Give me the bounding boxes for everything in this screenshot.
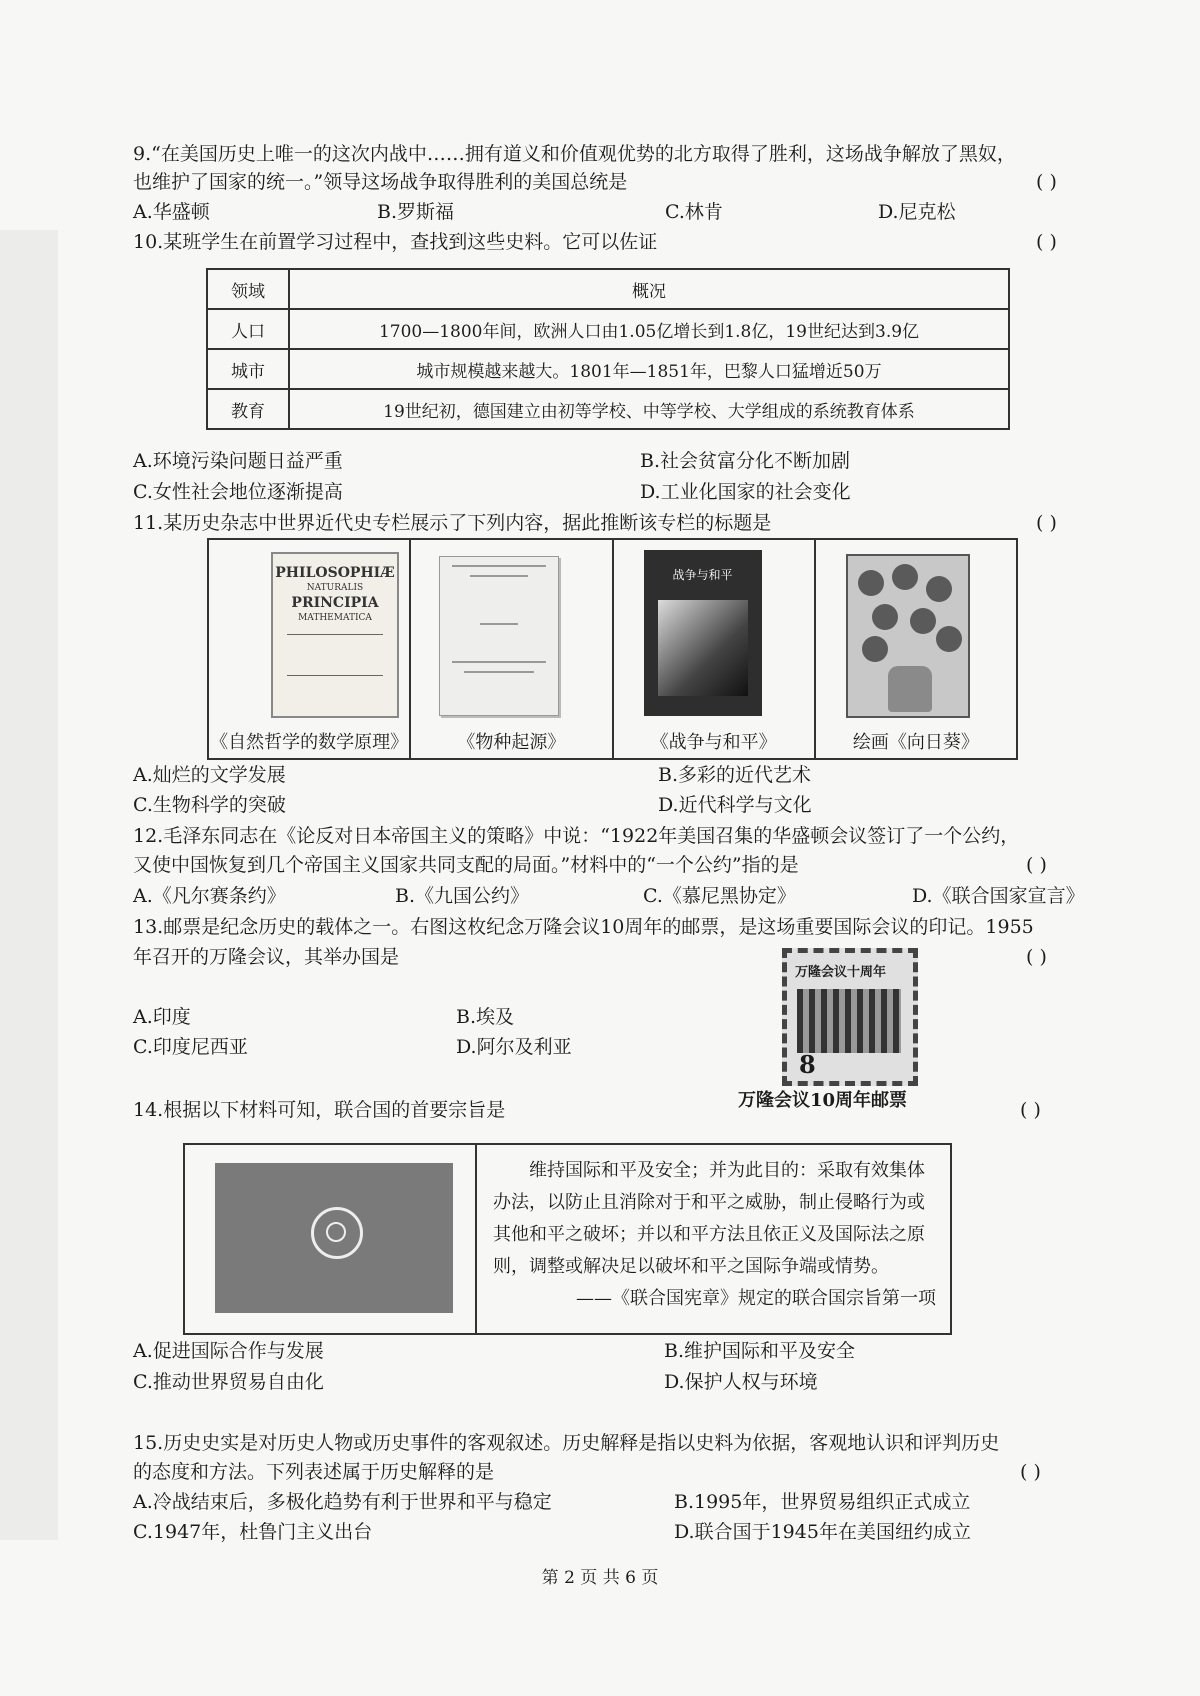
q12-option-d[interactable]: D.《联合国家宣言》 (912, 885, 1085, 907)
page-footer: 第 2 页 共 6 页 (541, 1568, 659, 1588)
table-cell: 19世纪初，德国建立由初等学校、中等学校、大学组成的系统教育体系 (289, 389, 1009, 429)
book-title-line: MATHEMATICA (298, 613, 372, 623)
q11-image-strip (207, 538, 1018, 760)
q15-option-a[interactable]: A.冷战结束后，多极化趋势有利于世界和平与稳定 (133, 1491, 552, 1513)
q12-stem-line1: 12.毛泽东同志在《论反对日本帝国主义的策略》中说：“1922年美国召集的华盛顿会议签订了一个公约， (133, 825, 1020, 847)
q10-option-c[interactable]: C.女性社会地位逐渐提高 (133, 481, 343, 503)
q11-image-war-and-peace (614, 540, 816, 758)
q15-stem-line1: 15.历史史实是对历史人物或历史事件的客观叙述。历史解释是指以史料为依据，客观地认识和评判历史 (133, 1432, 1000, 1454)
image-caption: 《物种起源》 (457, 732, 566, 753)
stamp-building-icon (797, 989, 901, 1053)
image-caption: 绘画《向日葵》 (852, 732, 979, 753)
q14-option-d[interactable]: D.保护人权与环境 (664, 1371, 818, 1393)
q10-option-d[interactable]: D.工业化国家的社会变化 (640, 481, 851, 503)
q11-option-c[interactable]: C.生物科学的突破 (133, 794, 286, 816)
q10-answer-paren[interactable]: ( ) (1036, 231, 1057, 253)
un-flag-image (215, 1163, 453, 1313)
table-row (207, 309, 1009, 349)
un-flag-cell (185, 1145, 477, 1333)
q12-answer-paren[interactable]: ( ) (1026, 854, 1047, 876)
q10-option-b[interactable]: B.社会贫富分化不断加剧 (640, 450, 851, 472)
q10-stem: 10.某班学生在前置学习过程中，查找到这些史料。它可以佐证 (133, 231, 658, 253)
q9-stem-line2: 也维护了国家的统一。”领导这场战争取得胜利的美国总统是 (133, 171, 628, 193)
bandung-stamp-image (782, 948, 918, 1086)
book-title-line: NATURALIS (306, 583, 364, 593)
table-cell: 城市 (207, 349, 289, 389)
q11-option-a[interactable]: A.灿烂的文学发展 (133, 764, 286, 786)
table-cell: 教育 (207, 389, 289, 429)
book-title-line: PRINCIPIA (291, 595, 379, 611)
q14-option-c[interactable]: C.推动世界贸易自由化 (133, 1371, 324, 1393)
table-header-cell: 领域 (207, 269, 289, 309)
q13-stem-line1: 13.邮票是纪念历史的载体之一。右图这枚纪念万隆会议10周年的邮票，是这场重要国际会议的印记。1955 (133, 916, 1034, 938)
q12-stem-line2: 又使中国恢复到几个帝国主义国家共同支配的局面。”材料中的“一个公约”指的是 (133, 854, 799, 876)
q14-answer-paren[interactable]: ( ) (1020, 1099, 1041, 1121)
q13-option-c[interactable]: C.印度尼西亚 (133, 1036, 248, 1058)
table-cell: 人口 (207, 309, 289, 349)
war-and-peace-cover-image (644, 550, 762, 716)
q10-option-a[interactable]: A.环境污染问题日益严重 (133, 450, 343, 472)
origin-of-species-page-image (439, 556, 559, 716)
q13-stem-line2: 年召开的万隆会议，其举办国是 (133, 946, 400, 968)
table-header-row (207, 269, 1009, 309)
q9-answer-paren[interactable]: ( ) (1036, 171, 1057, 193)
q12-option-b[interactable]: B.《九国公约》 (395, 885, 530, 907)
q10-table (206, 268, 1010, 430)
un-emblem-icon (311, 1207, 363, 1259)
q11-answer-paren[interactable]: ( ) (1036, 512, 1057, 534)
q11-option-d[interactable]: D.近代科学与文化 (658, 794, 812, 816)
table-row (207, 349, 1009, 389)
portrait-icon (658, 600, 748, 696)
q11-image-sunflowers (816, 540, 1016, 758)
q14-option-a[interactable]: A.促进国际合作与发展 (133, 1340, 324, 1362)
q15-option-c[interactable]: C.1947年，杜鲁门主义出台 (133, 1521, 373, 1543)
scan-edge-shadow (0, 230, 58, 1540)
q15-stem-line2: 的态度和方法。下列表述属于历史解释的是 (133, 1461, 495, 1483)
q15-answer-paren[interactable]: ( ) (1020, 1461, 1041, 1483)
table-header-cell: 概况 (289, 269, 1009, 309)
q11-option-b[interactable]: B.多彩的近代艺术 (658, 764, 812, 786)
q13-option-d[interactable]: D.阿尔及利亚 (456, 1036, 572, 1058)
q9-option-d[interactable]: D.尼克松 (878, 201, 956, 223)
book-title-line: PHILOSOPHIÆ (275, 565, 395, 581)
image-caption: 《战争与和平》 (650, 732, 777, 753)
quote-source: ——《联合国宪章》规定的联合国宗旨第一项 (576, 1288, 936, 1309)
principia-cover-image (271, 552, 399, 718)
q14-stem: 14.根据以下材料可知，联合国的首要宗旨是 (133, 1099, 506, 1121)
q11-stem: 11.某历史杂志中世界近代史专栏展示了下列内容，据此推断该专栏的标题是 (133, 512, 772, 534)
q15-option-b[interactable]: B.1995年，世界贸易组织正式成立 (674, 1491, 971, 1513)
image-caption: 《自然哲学的数学原理》 (210, 732, 409, 753)
stamp-header-text: 万隆会议十周年 (795, 965, 887, 980)
q9-option-b[interactable]: B.罗斯福 (377, 201, 455, 223)
q11-image-origin-of-species (411, 540, 613, 758)
book-cover-title: 战争与和平 (672, 568, 733, 582)
q14-option-b[interactable]: B.维护国际和平及安全 (664, 1340, 856, 1362)
q14-material-box (183, 1143, 952, 1335)
sunflowers-painting-image (846, 554, 970, 718)
q13-option-b[interactable]: B.埃及 (456, 1006, 515, 1028)
q13-option-a[interactable]: A.印度 (133, 1006, 191, 1028)
table-cell: 城市规模越来越大。1801年—1851年，巴黎人口猛增近50万 (289, 349, 1009, 389)
table-row (207, 389, 1009, 429)
stamp-value: 8 (799, 1050, 816, 1079)
un-charter-quote: 维持国际和平及安全；并为此目的：采取有效集体办法，以防止且消除对于和平之威胁，制止侵略行为或其他和平之破坏；并以和平方法且依正义及国际法之原则，调整或解决足以破坏和平之国际争端或情势。 (493, 1160, 925, 1277)
q9-option-c[interactable]: C.林肯 (665, 201, 723, 223)
q12-option-a[interactable]: A.《凡尔赛条约》 (133, 885, 286, 907)
q12-option-c[interactable]: C.《慕尼黑协定》 (643, 885, 796, 907)
q9-stem-line1: 9.“在美国历史上唯一的这次内战中……拥有道义和价值观优势的北方取得了胜利，这场战争解放了黑奴， (133, 143, 1016, 165)
q13-answer-paren[interactable]: ( ) (1026, 946, 1047, 968)
stamp-caption: 万隆会议10周年邮票 (738, 1090, 908, 1111)
table-cell: 1700—1800年间，欧洲人口由1.05亿增长到1.8亿，19世纪达到3.9亿 (289, 309, 1009, 349)
q11-image-principia (209, 540, 411, 758)
q15-option-d[interactable]: D.联合国于1945年在美国纽约成立 (674, 1521, 971, 1543)
q9-option-a[interactable]: A.华盛顿 (133, 201, 210, 223)
q14-quote-cell (477, 1145, 950, 1333)
